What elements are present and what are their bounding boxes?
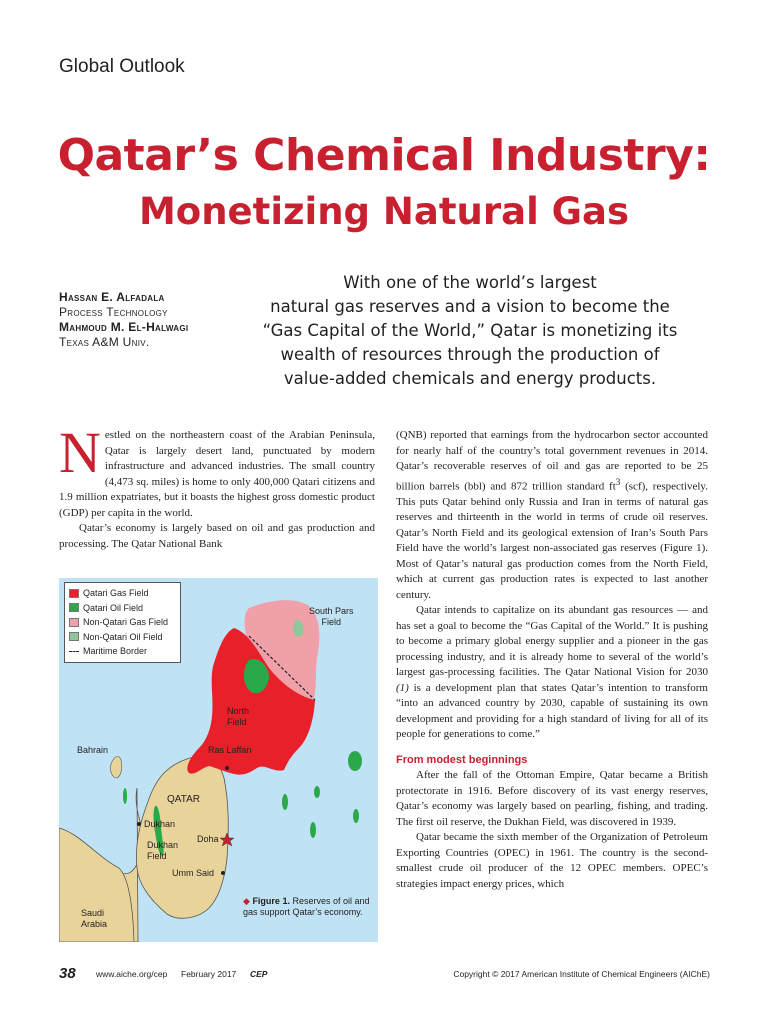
oil-field-offshore [282,794,288,810]
body-paragraph: (QNB) reported that earnings from the hydrocarbon sector accounted for nearly half of the country’s total government revenues in 2014. Qatar’s recoverable reserves of oil and gas are reported to be 25 billion barrels (bbl) and 872 trillion standard $ft^3$ (scf), respectively. This puts Qatar behind only Russia and Iran in terms of natural gas reserves and thirteenth in the world in terms of crude oil reserves. Qatar’s North Field and its geological extension of Iran’s South Pars Field have the world’s largest non-associated gas reserves (Figure 1). Most of Qatar’s natural gas production comes from the North Field, which at current gas production rates is expected to last another century. [396,429,708,601]
map-legend [64,582,181,663]
deck-line: wealth of resources through the production of [280,345,660,364]
dropcap: N [59,420,101,485]
body-paragraph: Qatar’s economy is largely based on oil and gas production and processing. The Qatar National Bank [59,522,375,550]
deck-line: value-added chemicals and energy products. [283,369,657,388]
legend-swatch [69,603,79,612]
legend-item: Maritime Border [69,644,176,659]
body-paragraph: Qatar intends to capitalize on its abundant gas resources — and has set a goal to become the “Gas Capital of the World.” It is pushing to become a primary global energy supplier and a pioneer in the gas processing industry, and it is already home to several of the world’s largest gas-processing facilities. The Qatar National Vision for 2030 (1) is a development plan that states Qatar’s intention to transform “into an advanced country by 2030, capable of sustaining its own development and providing for a high standard of living for all of its people for generations to come.” [396,604,708,741]
map-label-doha: Doha [197,834,219,844]
page-number: 38 [59,965,76,982]
footer-url: www.aiche.org/cep [96,969,168,979]
map-label-saudi-arabia: Saudi Arabia [81,908,108,929]
legend-item: Qatari Gas Field [69,586,176,601]
footer-date: February 2017 [181,969,237,979]
legend-swatch [69,618,79,627]
dukhan-marker [137,822,141,826]
legend-swatch [69,632,79,641]
author-affiliation: Process Technology [59,305,168,319]
legend-item: Qatari Oil Field [69,601,176,616]
oil-field-offshore [348,751,362,771]
left-column [59,420,375,552]
body-paragraph: Qatar became the sixth member of the Organization of Petroleum Exporting Countries (OPEC) in 1961. The country is the second-smallest crude oil producer of the 12 OPEC members. OPEC’s strategies impact energy prices, which [396,831,708,890]
body-paragraph: After the fall of the Ottoman Empire, Qatar became a British protectorate in 1916. Before discovery of its vast energy reserves, Qatar’s economy was largely based on pearling, fishing, and trading. The first oil reserve, the Dukhan Field, was discovered in 1939. [396,769,708,828]
author-name: Mahmoud M. El-Halwagi [59,320,189,334]
right-column [396,428,708,892]
legend-item: Non-Qatari Oil Field [69,630,176,645]
oil-field-offshore [123,788,127,804]
deck-line: “Gas Capital of the World,” Qatar is monetizing its [262,321,678,340]
map-label-dukhan: Dukhan [144,819,176,829]
map-label-dukhan-field: Dukhan Field [147,840,179,861]
author-name: Hassan E. Alfadala [59,290,165,304]
footer-journal: CEP [250,969,268,979]
map-label-bahrain: Bahrain [77,745,109,755]
title-line-1: Qatar’s Chemical Industry: [57,130,711,181]
figure-number: Figure 1. [252,896,290,906]
footer-copyright: Copyright © 2017 American Institute of Chemical Engineers (AIChE) [453,969,710,979]
deck-line: With one of the world’s largest [343,273,597,292]
map-label-ras-laffan: Ras Laffan [208,745,252,755]
deck-line: natural gas reserves and a vision to become the [270,297,670,316]
deck [250,271,690,391]
map-label-qatar: QATAR [167,794,200,805]
ras-laffan-marker [225,766,229,770]
caption-triangle: ◆ [243,896,250,906]
section-label: Global Outlook [59,56,185,77]
oil-field-offshore [310,822,316,838]
title-line-2: Monetizing Natural Gas [138,190,630,233]
figure-caption [243,896,375,918]
subheading: From modest beginnings [396,753,528,766]
caption-text: Reserves of oil and gas support Qatar’s economy. [243,896,370,917]
legend-item: Non-Qatari Gas Field [69,615,176,630]
intro-paragraph: Nestled on the northeastern coast of the Arabian Peninsula, Qatar is largely desert land, punctuated by modern infrastructure and advanced industries. The small country (4,473 sq. miles) is home to only 400,000 Qatari citizens and 1.9 million expatriates, but it boasts the highest gross domestic product (GDP) per capita in the world. [59,420,375,519]
legend-swatch [69,589,79,598]
oil-field-offshore [314,786,320,798]
map-label-south-pars: South Pars Field [309,606,354,627]
border-swatch [69,651,79,652]
umm-said-marker [221,871,225,875]
map-label-umm-said: Umm Said [172,868,215,878]
map-label-north-field: North Field [227,706,250,727]
oil-field-offshore [353,809,359,823]
author-affiliation: Texas A&M Univ. [59,335,150,349]
author-block [59,290,188,350]
figure-1 [59,578,378,942]
